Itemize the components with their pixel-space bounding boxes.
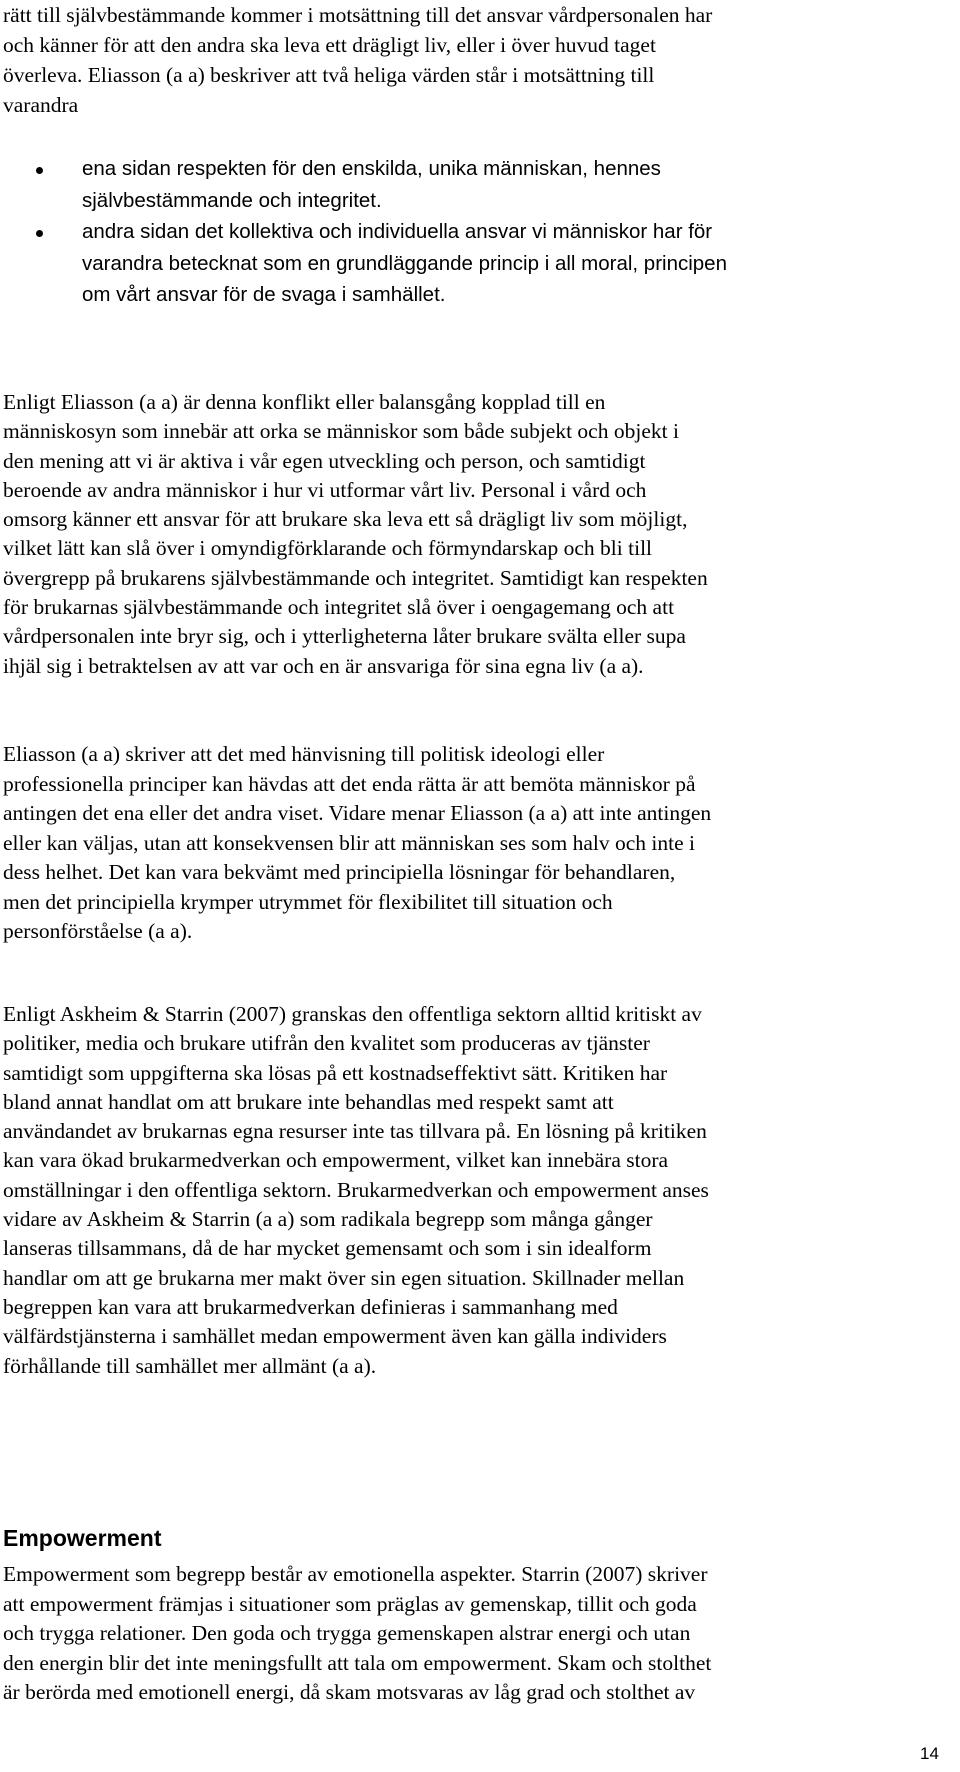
text-line: den mening att vi är aktiva i vår egen utveckling och person, och samtidigt (3, 448, 646, 473)
text-line: eller kan väljas, utan att konsekvensen blir att människan ses som halv och inte i (3, 830, 696, 855)
text-line: användandet av brukarnas egna resurser inte tas tillvara på. En lösning på kritiken (3, 1119, 707, 1144)
text-line: handlar om att ge brukarna mer makt över sin egen situation. Skillnader mellan (3, 1265, 685, 1290)
text-line: och känner för att den andra ska leva ett drägligt liv, eller i över huvud taget (3, 33, 656, 57)
text-line: omsorg känner ett ansvar för att brukare ska leva ett så drägligt liv som möjligt, (3, 507, 688, 532)
bullet-list (0, 153, 960, 311)
text-line: dess helhet. Det kan vara bekvämt med principiella lösningar för behandlaren, (3, 860, 676, 884)
text-line: lanseras tillsammans, då de har mycket gemensamt och som i sin idealform (3, 1236, 652, 1261)
text-line: och trygga relationer. Den goda och trygga gemenskapen alstrar energi och utan (3, 1621, 691, 1645)
text-line: övergrepp på brukarens självbestämmande och integritet. Samtidigt kan respekten (3, 565, 708, 590)
text-line: människosyn som innebär att orka se människor som både subjekt och objekt i (3, 419, 679, 444)
text-line: ihjäl sig i betraktelsen av att var och en är ansvariga för sina egna liv (a a). (3, 653, 644, 678)
text-line: rätt till självbestämmande kommer i motsättning till det ansvar vårdpersonalen har (3, 3, 713, 27)
text-line: Enligt Askheim & Starrin (2007) granskas den offentliga sektorn alltid kritiskt av (3, 1002, 702, 1026)
text-line: för brukarnas självbestämmande och integritet slå över i oengagemang och att (3, 595, 675, 620)
text-line: Eliasson (a a) skriver att det med hänvisning till politisk ideologi eller (3, 742, 605, 766)
text-line: varandra betecknat som en grundläggande princip i all moral, principen (82, 251, 727, 275)
bullet-item-responsibility (0, 216, 960, 311)
text-line: vidare av Askheim & Starrin (a a) som radikala begrepp som många gånger (3, 1207, 653, 1232)
text-line: professionella principer kan hävdas att det enda rätta är att bemöta människor på (3, 771, 696, 796)
text-line: är berörda med emotionell energi, då skam motsvaras av låg grad och stolthet av (3, 1680, 696, 1704)
text-line: personförståelse (a a). (3, 919, 193, 943)
text-line: att empowerment främjas i situationer som präglas av gemenskap, tillit och goda (3, 1591, 697, 1616)
text-line: politiker, media och brukare utifrån den kvalitet som produceras av tjänster (3, 1031, 650, 1056)
text-line: omställningar i den offentliga sektorn. Brukarmedverkan och empowerment anses (3, 1177, 709, 1202)
text-line: vilket lätt kan slå över i omyndigförklarande och förmyndarskap och bli till (3, 536, 653, 561)
text-line: bland annat handlat om att brukare inte behandlas med respekt samt att (3, 1089, 614, 1114)
text-line: överleva. Eliasson (a a) beskriver att två heliga värden står i motsättning till (3, 63, 655, 87)
bullet-item-respect (0, 153, 960, 216)
text-line: Empowerment som begrepp består av emotionella aspekter. Starrin (2007) skriver (3, 1562, 708, 1586)
text-line: ena sidan respekten för den enskilda, unika människan, hennes (82, 157, 661, 180)
text-line: välfärdstjänsterna i samhället medan empowerment även kan gälla individers (3, 1324, 667, 1349)
text-line: antingen det ena eller det andra viset. Vidare menar Eliasson (a a) att inte antingen (3, 801, 712, 825)
text-line: men det principiella krymper utrymmet för flexibilitet till situation och (3, 889, 613, 914)
text-line: kan vara ökad brukarmedverkan och empowerment, vilket kan innebära stora (3, 1148, 669, 1173)
bullet-dot-icon (36, 167, 43, 174)
paragraph-conflict (3, 388, 948, 681)
text-line: varandra (3, 93, 79, 117)
text-line: självbestämmande och integritet. (82, 188, 382, 212)
text-line: begreppen kan vara att brukarmedverkan definieras i sammanhang med (3, 1294, 618, 1319)
bullet-dot-icon (36, 230, 43, 237)
paragraph-empowerment (3, 1560, 948, 1708)
page-number: 14 (920, 1744, 939, 1763)
paragraph-principles (3, 740, 948, 947)
text-line: andra sidan det kollektiva och individuella ansvar vi människor har för (82, 220, 713, 243)
intro-paragraph (3, 0, 948, 120)
text-line: förhållande till samhället mer allmänt (a a). (3, 1353, 377, 1378)
section-heading: Empowerment (3, 1525, 162, 1551)
text-line: beroende av andra människor i hur vi utformar vårt liv. Personal i vård och (3, 477, 647, 502)
text-line: vårdpersonalen inte bryr sig, och i ytterligheterna låter brukare svälta eller supa (3, 624, 686, 649)
text-line: Enligt Eliasson (a a) är denna konflikt eller balansgång kopplad till en (3, 390, 606, 414)
text-line: den energin blir det inte meningsfullt att tala om empowerment. Skam och stolthet (3, 1650, 712, 1675)
paragraph-askheim-starrin (3, 1000, 948, 1381)
text-line: om vårt ansvar för de svaga i samhället. (82, 283, 446, 306)
text-line: samtidigt som uppgifterna ska lösas på ett kostnadseffektivt sätt. Kritiken har (3, 1060, 668, 1085)
